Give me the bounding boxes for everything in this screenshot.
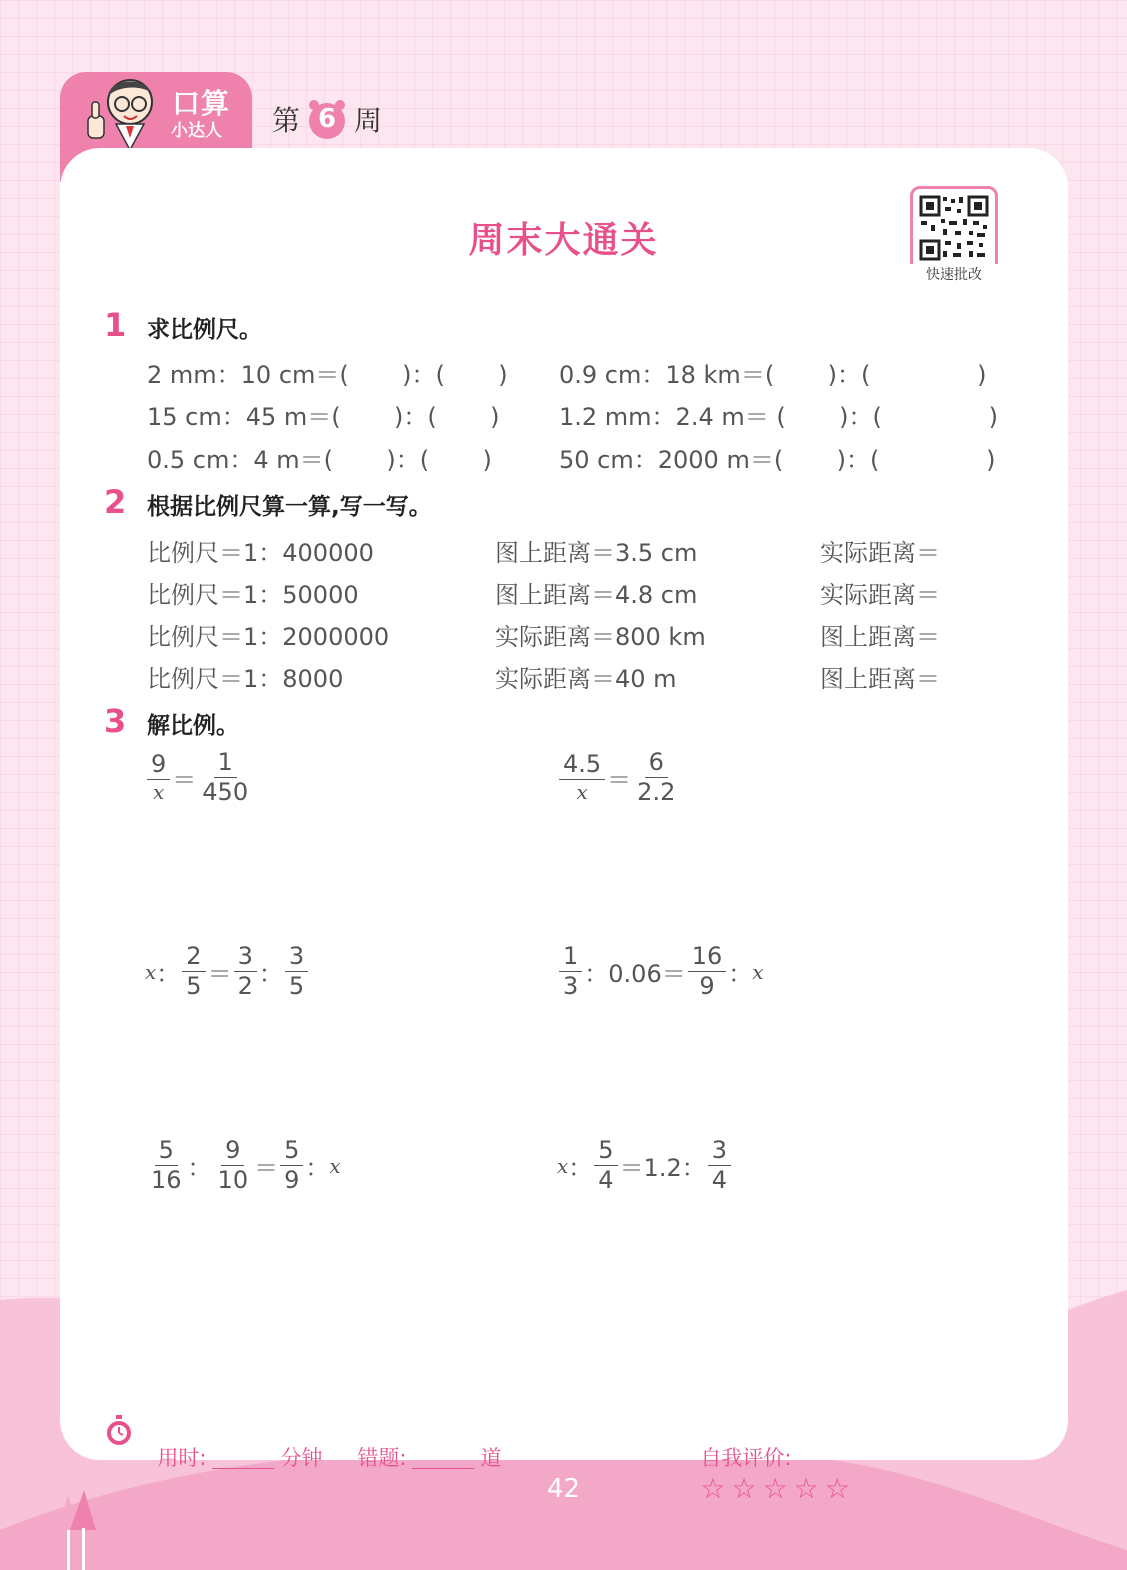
- equals-sign: ＝: [254, 1154, 279, 1183]
- ratio-colon: ：: [156, 960, 181, 989]
- errors-blank[interactable]: [412, 1468, 474, 1469]
- ratio-colon: ：: [187, 1154, 212, 1183]
- errors-label: 错题:: [357, 1446, 407, 1470]
- given-distance: 图上距离＝3.5 cm: [495, 539, 698, 567]
- section1-title: 求比例尺。: [147, 317, 262, 343]
- denominator: 3: [563, 972, 579, 1001]
- denominator: 2: [237, 972, 253, 1001]
- variable-x: x: [557, 1153, 569, 1178]
- scale-value: 比例尺＝1：400000: [147, 539, 374, 567]
- qr-caption: 快速批改: [910, 264, 998, 284]
- page-number: 42: [546, 1474, 581, 1504]
- ratio-colon: ：: [568, 1154, 593, 1183]
- fraction: [708, 1138, 731, 1193]
- numerator: 3: [234, 944, 257, 972]
- denominator: 450: [202, 778, 249, 807]
- denominator: x: [153, 780, 165, 805]
- proportion-equation-3: [145, 944, 310, 999]
- ask-distance: 实际距离＝: [820, 581, 940, 609]
- stopwatch-icon: [104, 1414, 134, 1446]
- equals-sign: ＝: [172, 766, 197, 795]
- week-number: 6: [317, 104, 337, 134]
- scale-value: 比例尺＝1：2000000: [147, 623, 390, 651]
- numerator: 9: [221, 1138, 244, 1166]
- denominator: 2.2: [637, 778, 676, 807]
- scale-value: 比例尺＝1：8000: [147, 665, 344, 693]
- numerator: 1: [214, 750, 237, 778]
- proportion-equation-2: [557, 750, 681, 805]
- section1-item: 0.5 cm：4 m＝( )：( ): [147, 446, 492, 474]
- section1-item: 0.9 cm：18 km＝( )：( ): [559, 361, 987, 389]
- denominator: 4: [598, 1166, 614, 1195]
- proportion-equation-1: [145, 750, 254, 805]
- equation-middle: ＝1.2：: [619, 1154, 706, 1183]
- equals-sign: ＝: [607, 766, 632, 795]
- numerator: 6: [645, 750, 668, 778]
- scale-value: 比例尺＝1：50000: [147, 581, 359, 609]
- week-suffix: 周: [354, 104, 383, 137]
- time-label: 用时:: [157, 1446, 207, 1470]
- errors-unit: 道: [480, 1446, 502, 1470]
- denominator: 5: [288, 972, 305, 1001]
- brand-subtitle: 小达人: [171, 121, 222, 141]
- proportion-equation-4: [557, 944, 764, 999]
- given-distance: 图上距离＝4.8 cm: [495, 581, 698, 609]
- equals-sign: ＝: [207, 960, 232, 989]
- qr-code-icon: [913, 191, 995, 265]
- section3-title: 解比例。: [147, 713, 239, 739]
- mascot-icon: [80, 72, 162, 150]
- numerator: 5: [280, 1138, 303, 1166]
- ask-distance: 实际距离＝: [820, 539, 940, 567]
- section1-item: 1.2 mm：2.4 m＝ ( )：( ): [559, 403, 999, 431]
- denominator: x: [576, 780, 588, 805]
- numerator: 4.5: [559, 752, 605, 780]
- week-badge: [306, 98, 348, 140]
- numerator: 2: [182, 944, 205, 972]
- given-distance: 实际距离＝800 km: [495, 623, 706, 651]
- fraction: [182, 944, 205, 999]
- numerator: 9: [147, 752, 170, 780]
- fraction: [147, 752, 170, 803]
- fraction: [198, 750, 252, 805]
- section1-number: 1: [104, 306, 127, 344]
- section1-item: 50 cm：2000 m＝( )：( ): [559, 446, 996, 474]
- time-unit: 分钟: [280, 1446, 323, 1470]
- week-label: [272, 98, 382, 140]
- section2-number: 2: [104, 483, 127, 521]
- denominator: 16: [151, 1166, 182, 1195]
- proportion-equation-6: [557, 1138, 733, 1193]
- fraction: [594, 1138, 617, 1193]
- numerator: 1: [559, 944, 582, 972]
- numerator: 5: [155, 1138, 178, 1166]
- fraction: [234, 944, 257, 999]
- week-prefix: 第: [272, 104, 301, 137]
- rating-label: 自我评价:: [700, 1446, 792, 1470]
- variable-x: x: [752, 959, 764, 984]
- variable-x: x: [329, 1153, 341, 1178]
- numerator: 3: [285, 944, 308, 972]
- fraction: [559, 944, 582, 999]
- proportion-equation-5: [145, 1138, 341, 1193]
- ratio-colon: ：: [258, 960, 283, 989]
- fraction: [280, 1138, 303, 1193]
- denominator: 10: [217, 1166, 249, 1195]
- fraction: [633, 750, 679, 805]
- ratio-colon: ：: [305, 1154, 330, 1183]
- errors-field: [344, 1418, 501, 1472]
- section1-item: 2 mm：10 cm＝( )：( ): [147, 361, 508, 389]
- time-field: [144, 1418, 322, 1472]
- section3-number: 3: [104, 702, 127, 740]
- equation-middle: ：0.06＝: [584, 960, 686, 989]
- numerator: 16: [688, 944, 727, 972]
- time-blank[interactable]: [212, 1468, 274, 1469]
- denominator: 4: [711, 1166, 728, 1195]
- brand-title: 口算: [172, 87, 231, 120]
- fraction: [147, 1138, 186, 1193]
- numerator: 3: [708, 1138, 731, 1166]
- ask-distance: 图上距离＝: [820, 665, 940, 693]
- numerator: 5: [594, 1138, 617, 1166]
- fraction: [285, 944, 308, 999]
- denominator: 9: [699, 972, 715, 1001]
- fraction: [214, 1138, 253, 1193]
- denominator: 5: [186, 972, 202, 1001]
- section2-title: 根据比例尺算一算,写一写。: [147, 494, 432, 520]
- variable-x: x: [145, 959, 157, 984]
- tree-decoration-icon: [54, 1490, 104, 1570]
- rating-stars[interactable]: ☆☆☆☆☆: [700, 1472, 856, 1505]
- fraction: [688, 944, 727, 999]
- ratio-colon: ：: [728, 960, 753, 989]
- ask-distance: 图上距离＝: [820, 623, 940, 651]
- section1-item: 15 cm：45 m＝( )：( ): [147, 403, 500, 431]
- denominator: 9: [284, 1166, 300, 1195]
- page-title: 周末大通关: [468, 220, 659, 261]
- given-distance: 实际距离＝40 m: [495, 665, 677, 693]
- fraction: [559, 752, 605, 803]
